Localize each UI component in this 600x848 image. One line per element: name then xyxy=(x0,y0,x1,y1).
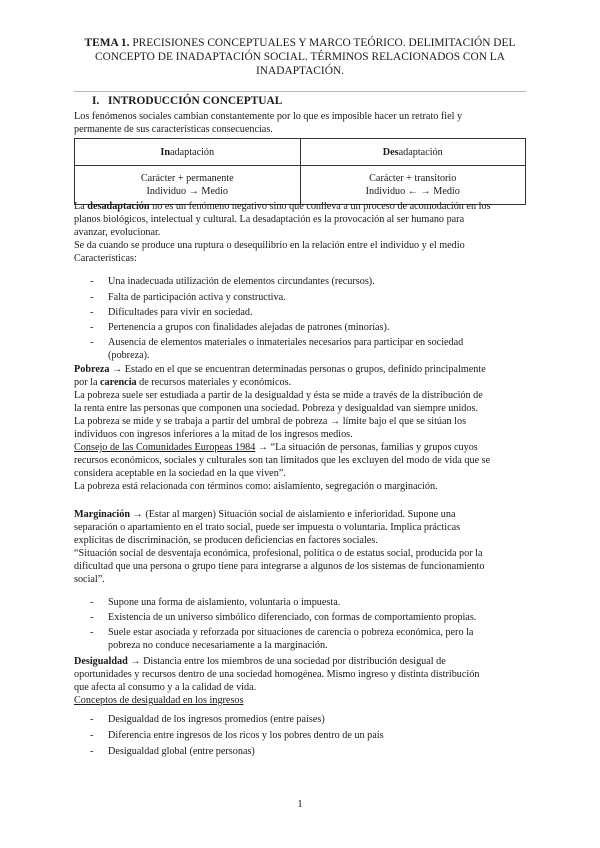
title-tema-label: TEMA 1. xyxy=(84,37,130,49)
table-cell-inadaptacion: Carácter + permanente Individuo → Medio xyxy=(75,166,301,205)
table-cell-desadaptacion: Carácter + transitorio Individuo ← → Medio xyxy=(300,166,526,205)
section-heading-text: INTRODUCCIÓN CONCEPTUAL xyxy=(108,95,283,107)
pobreza-section: Pobreza → Estado en el que se encuentran determinadas personas o grupos, definido principalmente por la carencia de recursos materiales y económicos. La pobreza suele ser estudiada a partir de la desigualdad y ésta se mide a través de la distribución de la renta entre las personas que componen una sociedad. Pobreza y desigualdad van siempre unidos. La pobreza se mide y se trabaja a partir del umbral de pobreza → límite bajo el que se sitúan los individuos con ingresos inferiores a la mitad de los ingresos medios. Consejo de las Comunidades Europeas 1984 → “La situación de personas, familias y grupos cuyos recursos económicos, sociales y culturales son tan limitados que les excluyen del modo de vida que se considera aceptable en la sociedad en la que viven”. La pobreza está relacionada con términos como: aislamiento, segregación o marginación. xyxy=(74,364,491,492)
term-pobreza: Pobreza xyxy=(74,364,110,375)
list-item: - Dificultades para vivir en sociedad. xyxy=(90,307,253,318)
list-item: - Desigualdad de los ingresos promedios (entre países) xyxy=(90,714,325,725)
list-item: - Falta de participación activa y constructiva. xyxy=(90,292,286,303)
title-line1: PRECISIONES CONCEPTUALES Y MARCO TEÓRICO. DELIMITACIÓN DEL xyxy=(129,37,516,49)
list-item: - Una inadecuada utilización de elementos circundantes (recursos). xyxy=(90,276,375,287)
list-item: - Pertenencia a grupos con finalidades alejadas de patrones (minorías). xyxy=(90,322,390,333)
section-number: I. xyxy=(92,95,100,107)
desigualdad-concepts-heading: Conceptos de desigualdad en los ingresos xyxy=(74,695,244,706)
term-marginacion: Marginación xyxy=(74,509,131,520)
list-item: - Existencia de un universo simbólico diferenciado, con formas de comportamiento propias. xyxy=(90,612,477,623)
title-line2: CONCEPTO DE INADAPTACIÓN SOCIAL. TÉRMINOS RELACIONADOS CON LA xyxy=(94,51,505,63)
table-header-desadaptacion: Desadaptación xyxy=(300,139,526,166)
table-header-row xyxy=(75,139,526,166)
comparison-table xyxy=(74,138,526,205)
term-desigualdad: Desigualdad xyxy=(74,656,128,667)
consejo-reference: Consejo de las Comunidades Europeas 1984 xyxy=(74,442,256,453)
table-header-inadaptacion: Inadaptación xyxy=(75,139,301,166)
table-row xyxy=(75,166,526,205)
title-line3: INADAPTACIÓN. xyxy=(256,65,344,77)
intro-line: permanente de sus características consecuencias. xyxy=(74,124,273,135)
list-item: - Suele estar asociada y reforzada por situaciones de carencia o pobreza económica, pero la pobreza no conduce necesariamente a la marginación. xyxy=(90,627,474,651)
page-number: 1 xyxy=(297,798,303,810)
document-title xyxy=(70,36,530,78)
desigualdad-section: Desigualdad → Distancia entre los miembros de una sociedad por distribución desigual de oportunidades y recursos dentro de una sociedad homogénea. Mismo ingreso y distinta distribución que afecta al consumo y a la calidad de vida. Conceptos de desigualdad en los ingresos xyxy=(74,655,526,707)
term-carencia: carencia xyxy=(100,377,137,388)
term-desadaptacion: desadaptación xyxy=(87,201,150,212)
section-heading xyxy=(92,95,282,107)
list-item: - Supone una forma de aislamiento, voluntaria o impuesta. xyxy=(90,597,341,608)
title-divider xyxy=(74,91,526,92)
intro-line: Los fenómenos sociales cambian constantemente por lo que es imposible hacer un retrato fiel y xyxy=(74,111,463,122)
list-item: - Diferencia entre ingresos de los ricos y los pobres dentro de un país xyxy=(90,730,384,741)
list-item: - Desigualdad global (entre personas) xyxy=(90,746,255,757)
desadaptacion-paragraph: La desadaptación no es un fenómeno negativo sino que conlleva a un proceso de acomodación en los planos biológicos, intelectual y cultural. La desadaptación es la provocación al ser humano para avanzar, evolucionar. Se da cuando se produce una ruptura o desequilibrio en la relación entre el individuo y el medio Características: xyxy=(74,201,491,264)
marginacion-section: Marginación → (Estar al margen) Situación social de aislamiento e inferioridad. Supone una separación o apartamiento en el trato social, puede ser impuesta o voluntaria. Implica prácticas explícitas de discriminación, se producen deficiencias en factores sociales. “Situación social de desventaja económica, profesional, política o de estatus social, producida por la dificultad que una persona o grupo tiene para integrarse a algunos de los sistemas de funcionamiento social”. xyxy=(74,509,485,585)
intro-paragraph xyxy=(74,110,526,136)
list-item: - Ausencia de elementos materiales o inmateriales necesarios para participar en sociedad (pobreza). xyxy=(90,337,464,361)
